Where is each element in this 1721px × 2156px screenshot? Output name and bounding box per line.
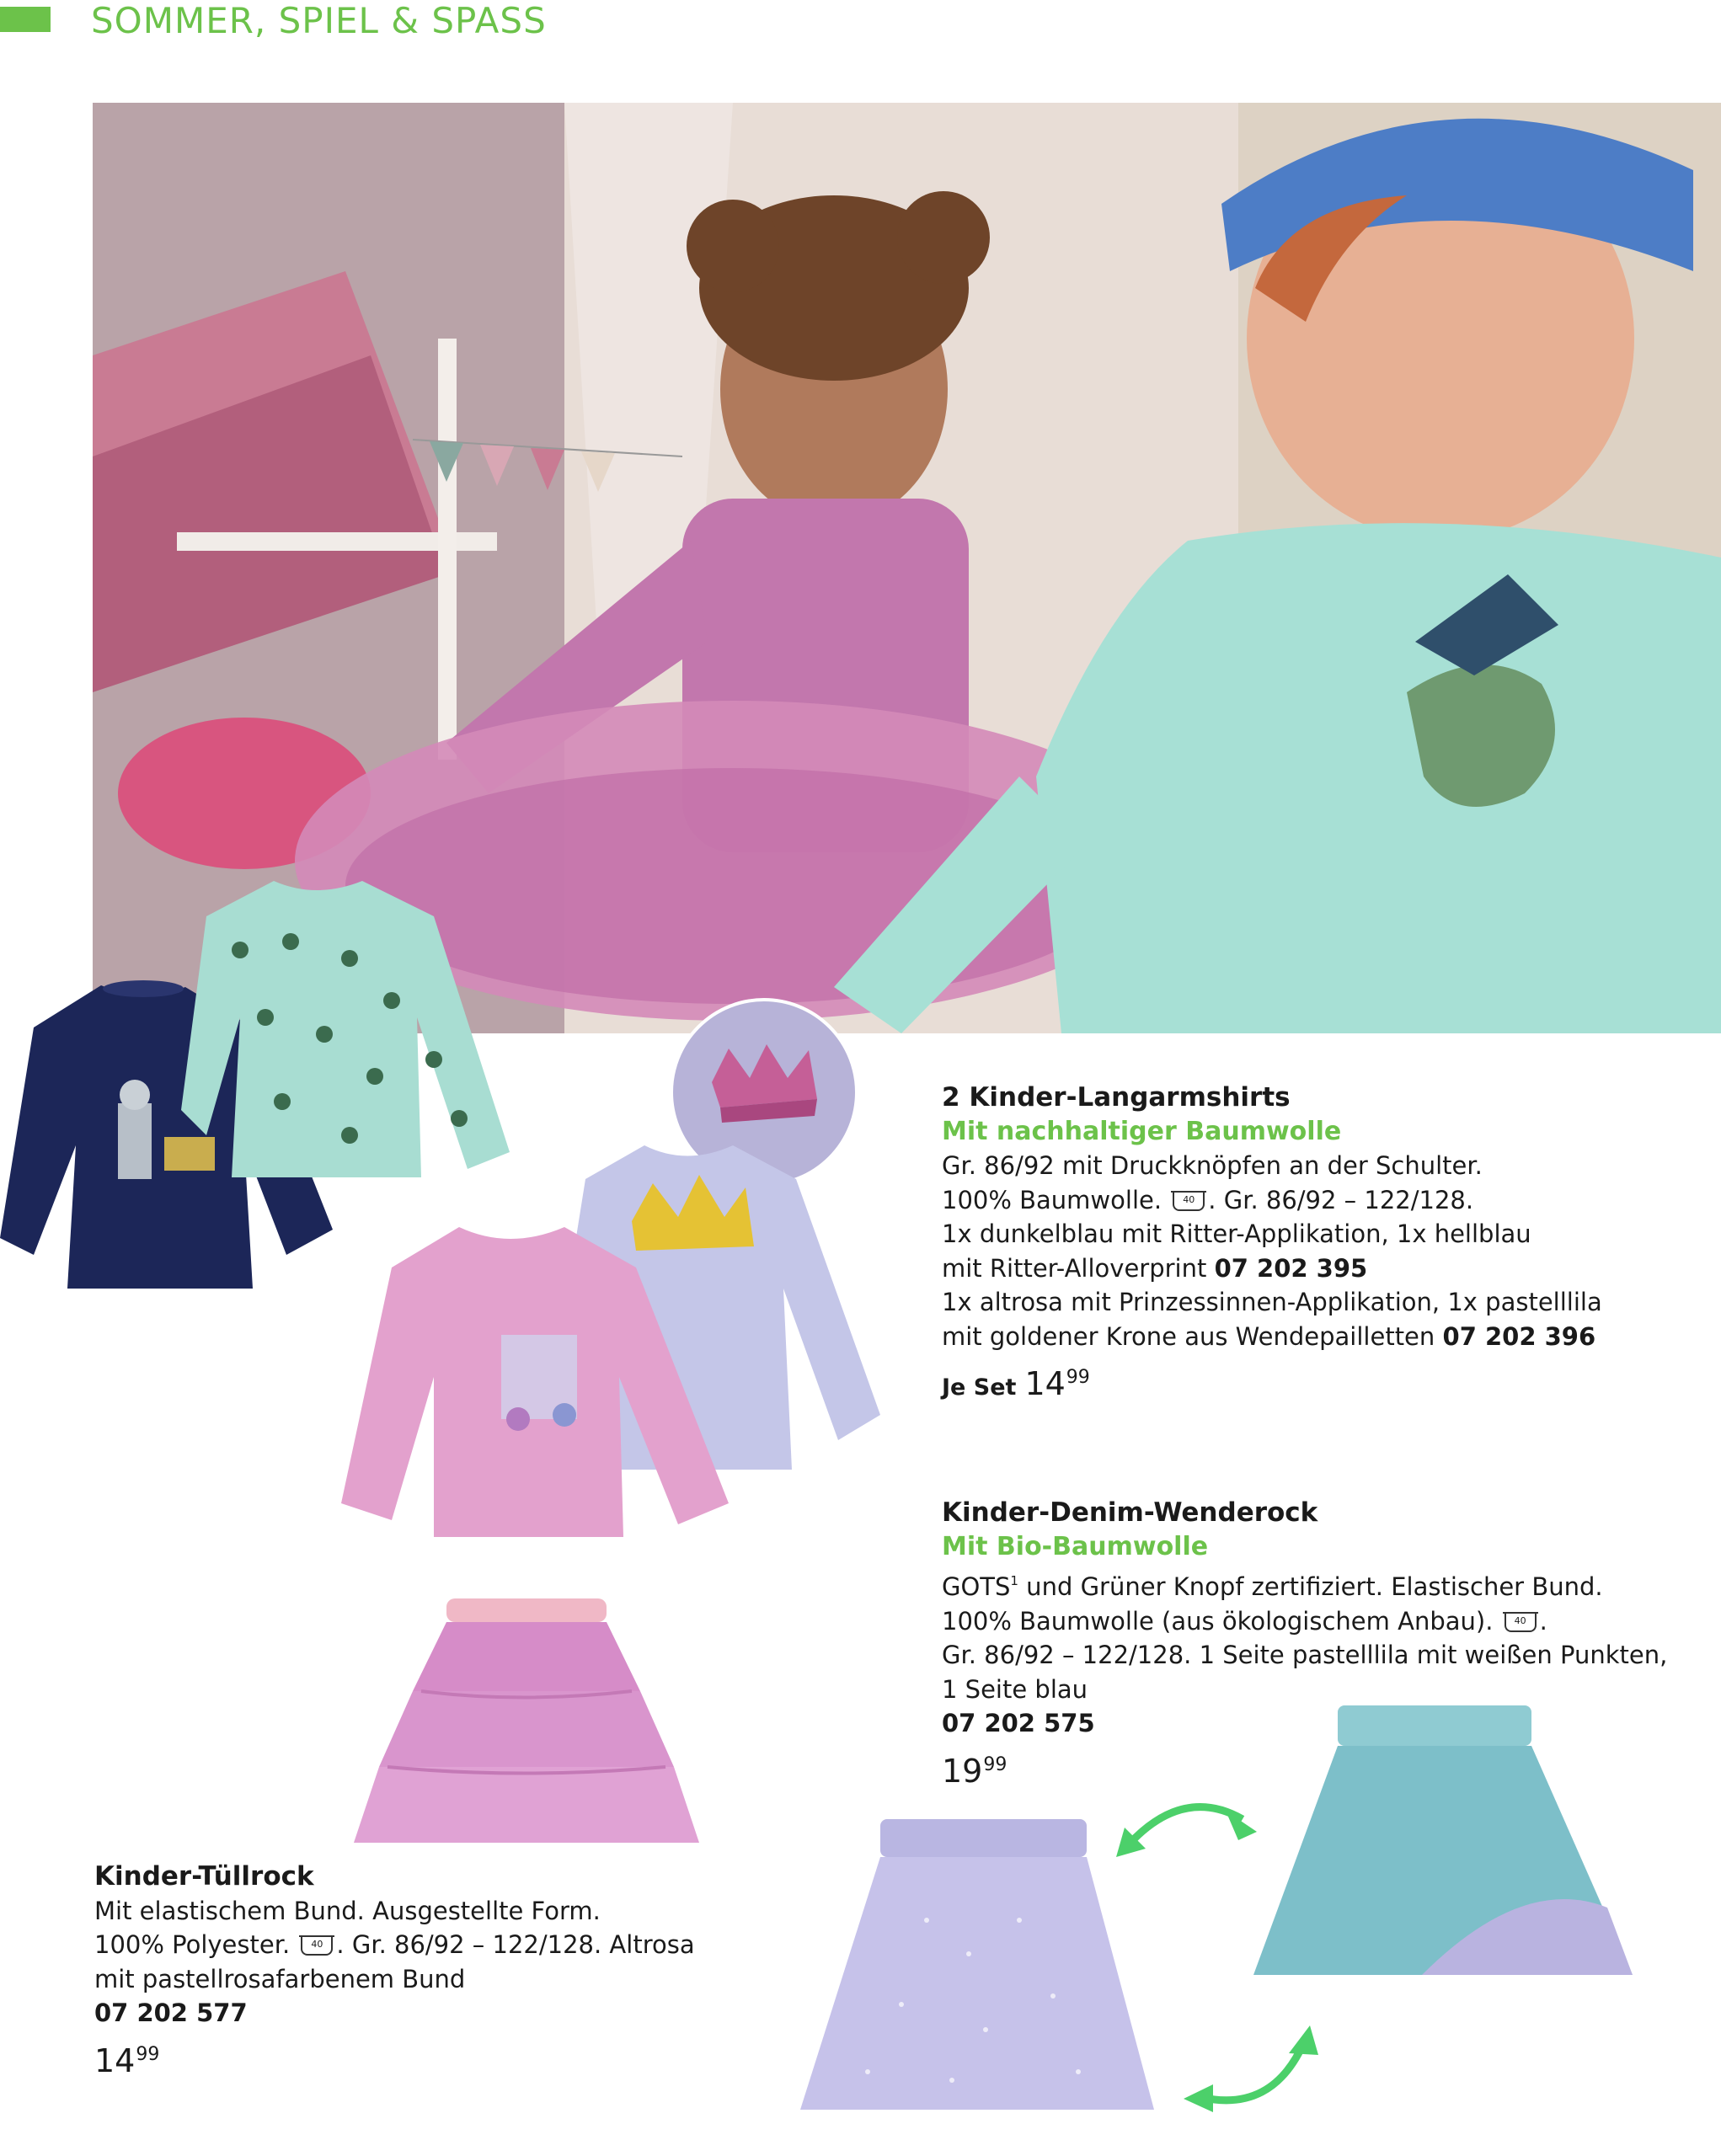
tuellrock-price xyxy=(94,2036,695,2080)
tuellrock-text-block xyxy=(94,1860,695,2080)
shirts-text-block xyxy=(942,1081,1602,1407)
wash-40-icon: 40 xyxy=(1505,1614,1537,1632)
wenderock-title: Kinder-Denim-Wenderock xyxy=(942,1497,1318,1528)
shirts-line2b: . Gr. 86/92 – 122/128. xyxy=(1208,1185,1474,1214)
tuellrock-line2 xyxy=(94,1928,695,1962)
wenderock-footnote: 1 xyxy=(1010,1573,1018,1588)
wash-40-icon: 40 xyxy=(301,1937,333,1956)
page-title: SOMMER, SPIEL & SPASS xyxy=(91,0,547,41)
tuellrock-title: Kinder-Tüllrock xyxy=(94,1861,314,1892)
shirts-line1: Gr. 86/92 mit Druckknöpfen an der Schulter. xyxy=(942,1151,1483,1180)
wenderock-line2a: 100% Baumwolle (aus ökologischem Anbau). xyxy=(942,1606,1494,1636)
wenderock-price-main: 19 xyxy=(942,1752,983,1790)
shirts-price-label: Je Set xyxy=(942,1374,1017,1401)
wenderock-line1 xyxy=(942,1564,1667,1604)
reverse-arrow-bottom-icon xyxy=(1179,2021,1323,2114)
shirts-title: 2 Kinder-Langarmshirts xyxy=(942,1082,1291,1113)
wenderock-line1a: GOTS xyxy=(942,1572,1011,1601)
wenderock-line2 xyxy=(942,1604,1667,1639)
header-accent-bar xyxy=(0,7,51,32)
lightblue-knight-allover-shirt-photo xyxy=(181,874,514,1186)
shirts-price-main: 14 xyxy=(1024,1365,1066,1402)
wenderock-article: 07 202 575 xyxy=(942,1709,1095,1737)
shirts-line3: 1x dunkelblau mit Ritter-Applikation, 1x hellblau xyxy=(942,1219,1531,1248)
wenderock-price-cents: 99 xyxy=(983,1753,1007,1775)
pink-princess-shirt-photo xyxy=(341,1217,729,1541)
wenderock-text-block xyxy=(942,1496,1667,1790)
wenderock-price xyxy=(942,1746,1667,1790)
wenderock-line4: 1 Seite blau xyxy=(942,1674,1088,1704)
tuellrock-line2a: 100% Polyester. xyxy=(94,1930,291,1959)
shirts-line2 xyxy=(942,1183,1602,1218)
wenderock-line2b: . xyxy=(1539,1606,1547,1636)
tuellrock-price-cents: 99 xyxy=(136,2043,160,2065)
tuellrock-line3: mit pastellrosafarbenem Bund xyxy=(94,1964,466,1993)
shirts-subtitle: Mit nachhaltiger Baumwolle xyxy=(942,1116,1342,1146)
tuellrock-line2b: . Gr. 86/92 – 122/128. Altrosa xyxy=(336,1930,695,1959)
reverse-arrow-top-icon xyxy=(1112,1785,1259,1861)
shirts-line4 xyxy=(942,1251,1602,1286)
shirts-article-395: 07 202 395 xyxy=(1214,1253,1368,1283)
wenderock-lilac-side-photo xyxy=(800,1819,1154,2122)
shirts-line2a: 100% Baumwolle. xyxy=(942,1185,1162,1214)
wenderock-line1b: und Grüner Knopf zertifiziert. Elastischer Bund. xyxy=(1018,1572,1603,1601)
shirts-price xyxy=(942,1358,1602,1407)
wenderock-line3: Gr. 86/92 – 122/128. 1 Seite pastelllila mit weißen Punkten, xyxy=(942,1641,1668,1669)
shirts-line6 xyxy=(942,1320,1602,1354)
tuellrock-line1: Mit elastischem Bund. Ausgestellte Form. xyxy=(94,1896,601,1925)
shirts-article-396: 07 202 396 xyxy=(1442,1321,1596,1351)
wash-40-icon: 40 xyxy=(1173,1193,1205,1211)
tuellrock-price-main: 14 xyxy=(94,2041,136,2079)
shirts-line6a: mit goldener Krone aus Wendepailletten xyxy=(942,1321,1435,1351)
shirts-price-cents: 99 xyxy=(1066,1367,1090,1388)
wenderock-subtitle: Mit Bio-Baumwolle xyxy=(942,1531,1209,1561)
shirts-line5: 1x altrosa mit Prinzessinnen-Applikation, 1x pastelllila xyxy=(942,1288,1602,1316)
shirts-line4a: mit Ritter-Alloverprint xyxy=(942,1253,1207,1283)
tuellrock-article: 07 202 577 xyxy=(94,1999,248,2027)
tuellrock-photo xyxy=(354,1598,699,1851)
